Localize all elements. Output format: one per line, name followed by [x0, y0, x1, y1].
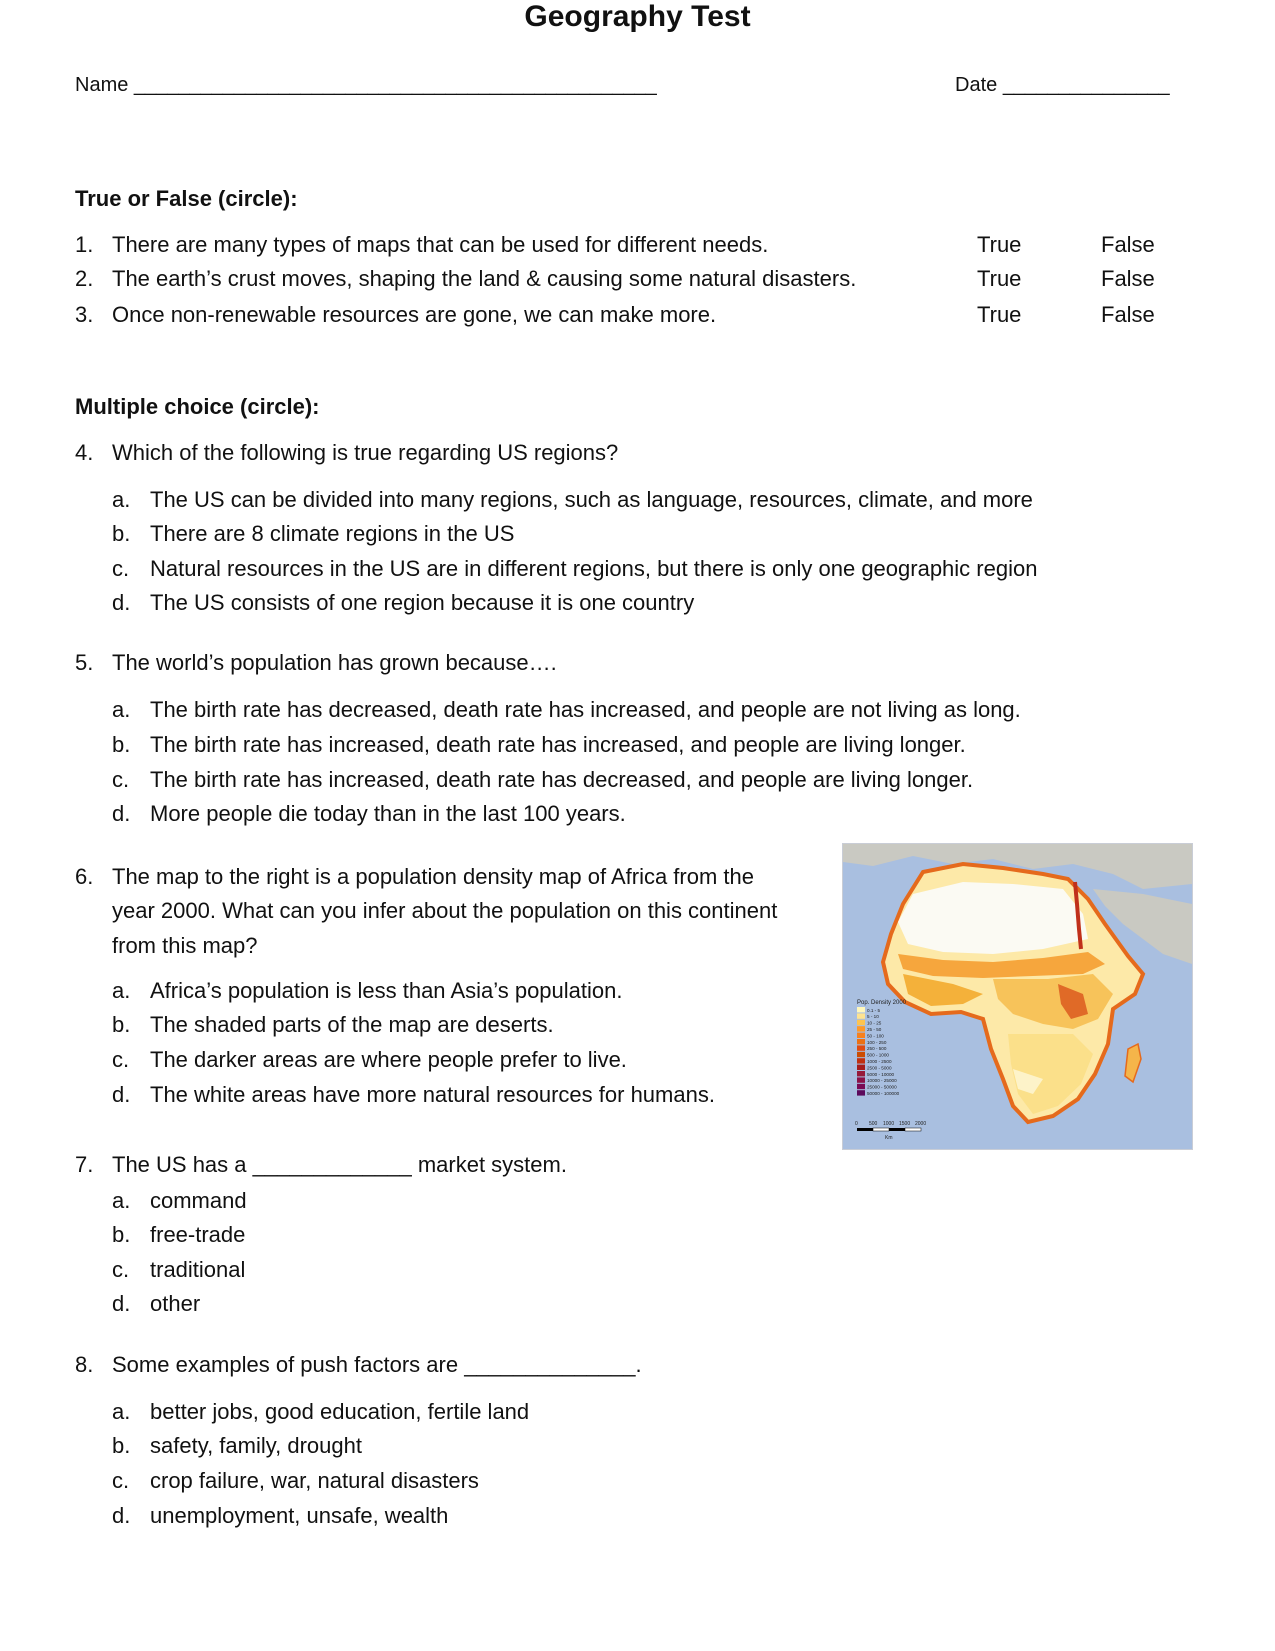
q5-option-b[interactable]: The birth rate has increased, death rate has increased, and people are living longer.	[150, 732, 966, 757]
q4-num: 4.	[75, 440, 94, 465]
legend-swatch	[857, 1033, 865, 1038]
tf-false-3[interactable]: False	[1101, 302, 1155, 327]
tf-question-2: The earth’s crust moves, shaping the land & causing some natural disasters.	[112, 266, 857, 291]
scale-label-500: 500	[869, 1121, 878, 1127]
legend-swatch	[857, 1052, 865, 1057]
q7-blank: _____________	[252, 1152, 412, 1177]
tf-true-2[interactable]: True	[977, 266, 1022, 291]
legend-swatch	[857, 1039, 865, 1044]
legend-swatch	[857, 1071, 865, 1076]
q8-option-d[interactable]: unemployment, unsafe, wealth	[150, 1503, 449, 1528]
date-blank: _______________	[1002, 74, 1170, 96]
tf-heading: True or False (circle):	[75, 186, 298, 211]
tf-question-1: There are many types of maps that can be used for different needs.	[112, 232, 769, 257]
legend-swatch	[857, 1077, 865, 1082]
q7-text-before: The US has a	[112, 1152, 247, 1177]
q4-option-b[interactable]: There are 8 climate regions in the US	[150, 521, 515, 546]
africa-population-density-map	[842, 843, 1193, 1150]
q6-option-d[interactable]: The white areas have more natural resources for humans.	[150, 1082, 715, 1107]
q4-option-b-letter: b.	[112, 521, 131, 546]
legend-label: 5000 - 10000	[867, 1071, 895, 1077]
q4-option-a-letter: a.	[112, 487, 131, 512]
q7-text-after: market system.	[417, 1152, 567, 1177]
q7-option-a-letter: a.	[112, 1188, 131, 1213]
legend-label: 500 - 1000	[867, 1052, 889, 1058]
legend-label: 2500 - 5000	[867, 1065, 892, 1071]
q7-num: 7.	[75, 1152, 94, 1177]
q8-text	[112, 1352, 642, 1378]
legend-label: 10 - 25	[867, 1020, 882, 1026]
q6-option-a-letter: a.	[112, 978, 131, 1003]
legend-label: 50 - 100	[867, 1033, 884, 1039]
q8-option-a-letter: a.	[112, 1399, 131, 1424]
q7-option-c-letter: c.	[112, 1257, 130, 1282]
q6-text-line-1: The map to the right is a population density map of Africa from the	[112, 864, 755, 889]
q8-option-a[interactable]: better jobs, good education, fertile land	[150, 1399, 530, 1424]
q4-option-c[interactable]: Natural resources in the US are in different regions, but there is only one geographic region	[150, 556, 1038, 581]
q8-text-before: Some examples of push factors are	[112, 1352, 459, 1377]
q8-option-b-letter: b.	[112, 1433, 131, 1458]
q5-option-a[interactable]: The birth rate has decreased, death rate has increased, and people are not living as long.	[150, 697, 1021, 722]
q5-option-d[interactable]: More people die today than in the last 100 years.	[150, 801, 626, 826]
legend-label: 1000 - 2500	[867, 1059, 892, 1064]
q6-text-line-2: year 2000. What can you infer about the population on this continent	[112, 898, 778, 923]
q7-option-b-letter: b.	[112, 1222, 131, 1247]
q5-option-a-letter: a.	[112, 697, 131, 722]
q5-option-b-letter: b.	[112, 732, 131, 757]
q8-blank: ______________.	[464, 1352, 642, 1377]
q7-text	[112, 1152, 567, 1178]
q6-option-d-letter: d.	[112, 1082, 131, 1107]
q6-text-line-3: from this map?	[112, 933, 258, 958]
name-blank: _______________________________________________	[133, 74, 657, 96]
q7-option-d-letter: d.	[112, 1291, 131, 1316]
legend-label: 5 - 10	[867, 1014, 879, 1020]
q5-text: The world’s population has grown because….	[112, 650, 557, 675]
legend-swatch	[857, 1090, 865, 1095]
legend-swatch	[857, 1007, 865, 1012]
q7-option-a[interactable]: command	[150, 1188, 247, 1213]
legend-label: 25 - 50	[867, 1027, 882, 1032]
q6-option-a[interactable]: Africa’s population is less than Asia’s population.	[150, 978, 623, 1003]
tf-question-3: Once non-renewable resources are gone, we can make more.	[112, 302, 717, 327]
q5-option-d-letter: d.	[112, 801, 131, 826]
q4-option-d-letter: d.	[112, 590, 131, 615]
legend-swatch	[857, 1058, 865, 1063]
tf-num-1: 1.	[75, 232, 94, 257]
legend-label: 250 - 500	[867, 1046, 887, 1052]
name-field[interactable]	[75, 74, 657, 97]
scale-label-1500: 1500	[899, 1121, 911, 1127]
tf-true-1[interactable]: True	[977, 232, 1022, 257]
scale-label-2000: 2000	[915, 1121, 927, 1127]
tf-num-2: 2.	[75, 266, 94, 291]
q4-option-c-letter: c.	[112, 556, 130, 581]
q4-option-d[interactable]: The US consists of one region because it is one country	[150, 590, 695, 615]
q5-option-c[interactable]: The birth rate has increased, death rate has decreased, and people are living longer.	[150, 767, 974, 792]
q6-option-b-letter: b.	[112, 1012, 131, 1037]
scale-unit: Km	[885, 1135, 893, 1141]
q7-option-c[interactable]: traditional	[150, 1257, 246, 1282]
name-label: Name	[75, 74, 129, 96]
legend-title: Pop. Density 2000	[857, 1000, 907, 1006]
q7-option-b[interactable]: free-trade	[150, 1222, 246, 1247]
q8-option-c-letter: c.	[112, 1468, 130, 1493]
q8-num: 8.	[75, 1352, 94, 1377]
scale-label-1000: 1000	[883, 1121, 895, 1127]
tf-num-3: 3.	[75, 302, 94, 327]
legend-label: 50000 - 100000	[867, 1091, 900, 1096]
legend-label: 100 - 250	[867, 1039, 887, 1045]
q7-option-d[interactable]: other	[150, 1291, 201, 1316]
legend-label: 10000 - 25000	[867, 1078, 897, 1084]
legend-label: 25000 - 50000	[867, 1084, 897, 1090]
q8-option-b[interactable]: safety, family, drought	[150, 1433, 362, 1458]
date-field[interactable]	[955, 74, 1170, 97]
q6-option-b[interactable]: The shaded parts of the map are deserts.	[150, 1012, 554, 1037]
q5-option-c-letter: c.	[112, 767, 130, 792]
q6-num: 6.	[75, 864, 94, 889]
date-label: Date	[955, 74, 998, 96]
legend-swatch	[857, 1020, 865, 1025]
q8-option-d-letter: d.	[112, 1503, 131, 1528]
legend-swatch	[857, 1065, 865, 1070]
tf-false-2[interactable]: False	[1101, 266, 1155, 291]
tf-false-1[interactable]: False	[1101, 232, 1155, 257]
legend-label: 0.1 - 5	[867, 1007, 881, 1013]
q4-option-a[interactable]: The US can be divided into many regions, such as language, resources, climate, and more	[150, 487, 1033, 512]
legend-swatch	[857, 1026, 865, 1031]
scale-label-0: 0	[855, 1121, 858, 1127]
q6-option-c-letter: c.	[112, 1047, 130, 1072]
tf-true-3[interactable]: True	[977, 302, 1022, 327]
q5-num: 5.	[75, 650, 94, 675]
mc-heading: Multiple choice (circle):	[75, 394, 320, 419]
q4-text: Which of the following is true regarding US regions?	[112, 440, 619, 465]
legend-swatch	[857, 1084, 865, 1089]
q8-option-c[interactable]: crop failure, war, natural disasters	[150, 1468, 479, 1493]
page-title: Geography Test	[524, 0, 751, 33]
legend-swatch	[857, 1013, 865, 1018]
legend-swatch	[857, 1045, 865, 1050]
q6-option-c[interactable]: The darker areas are where people prefer to live.	[150, 1047, 627, 1072]
